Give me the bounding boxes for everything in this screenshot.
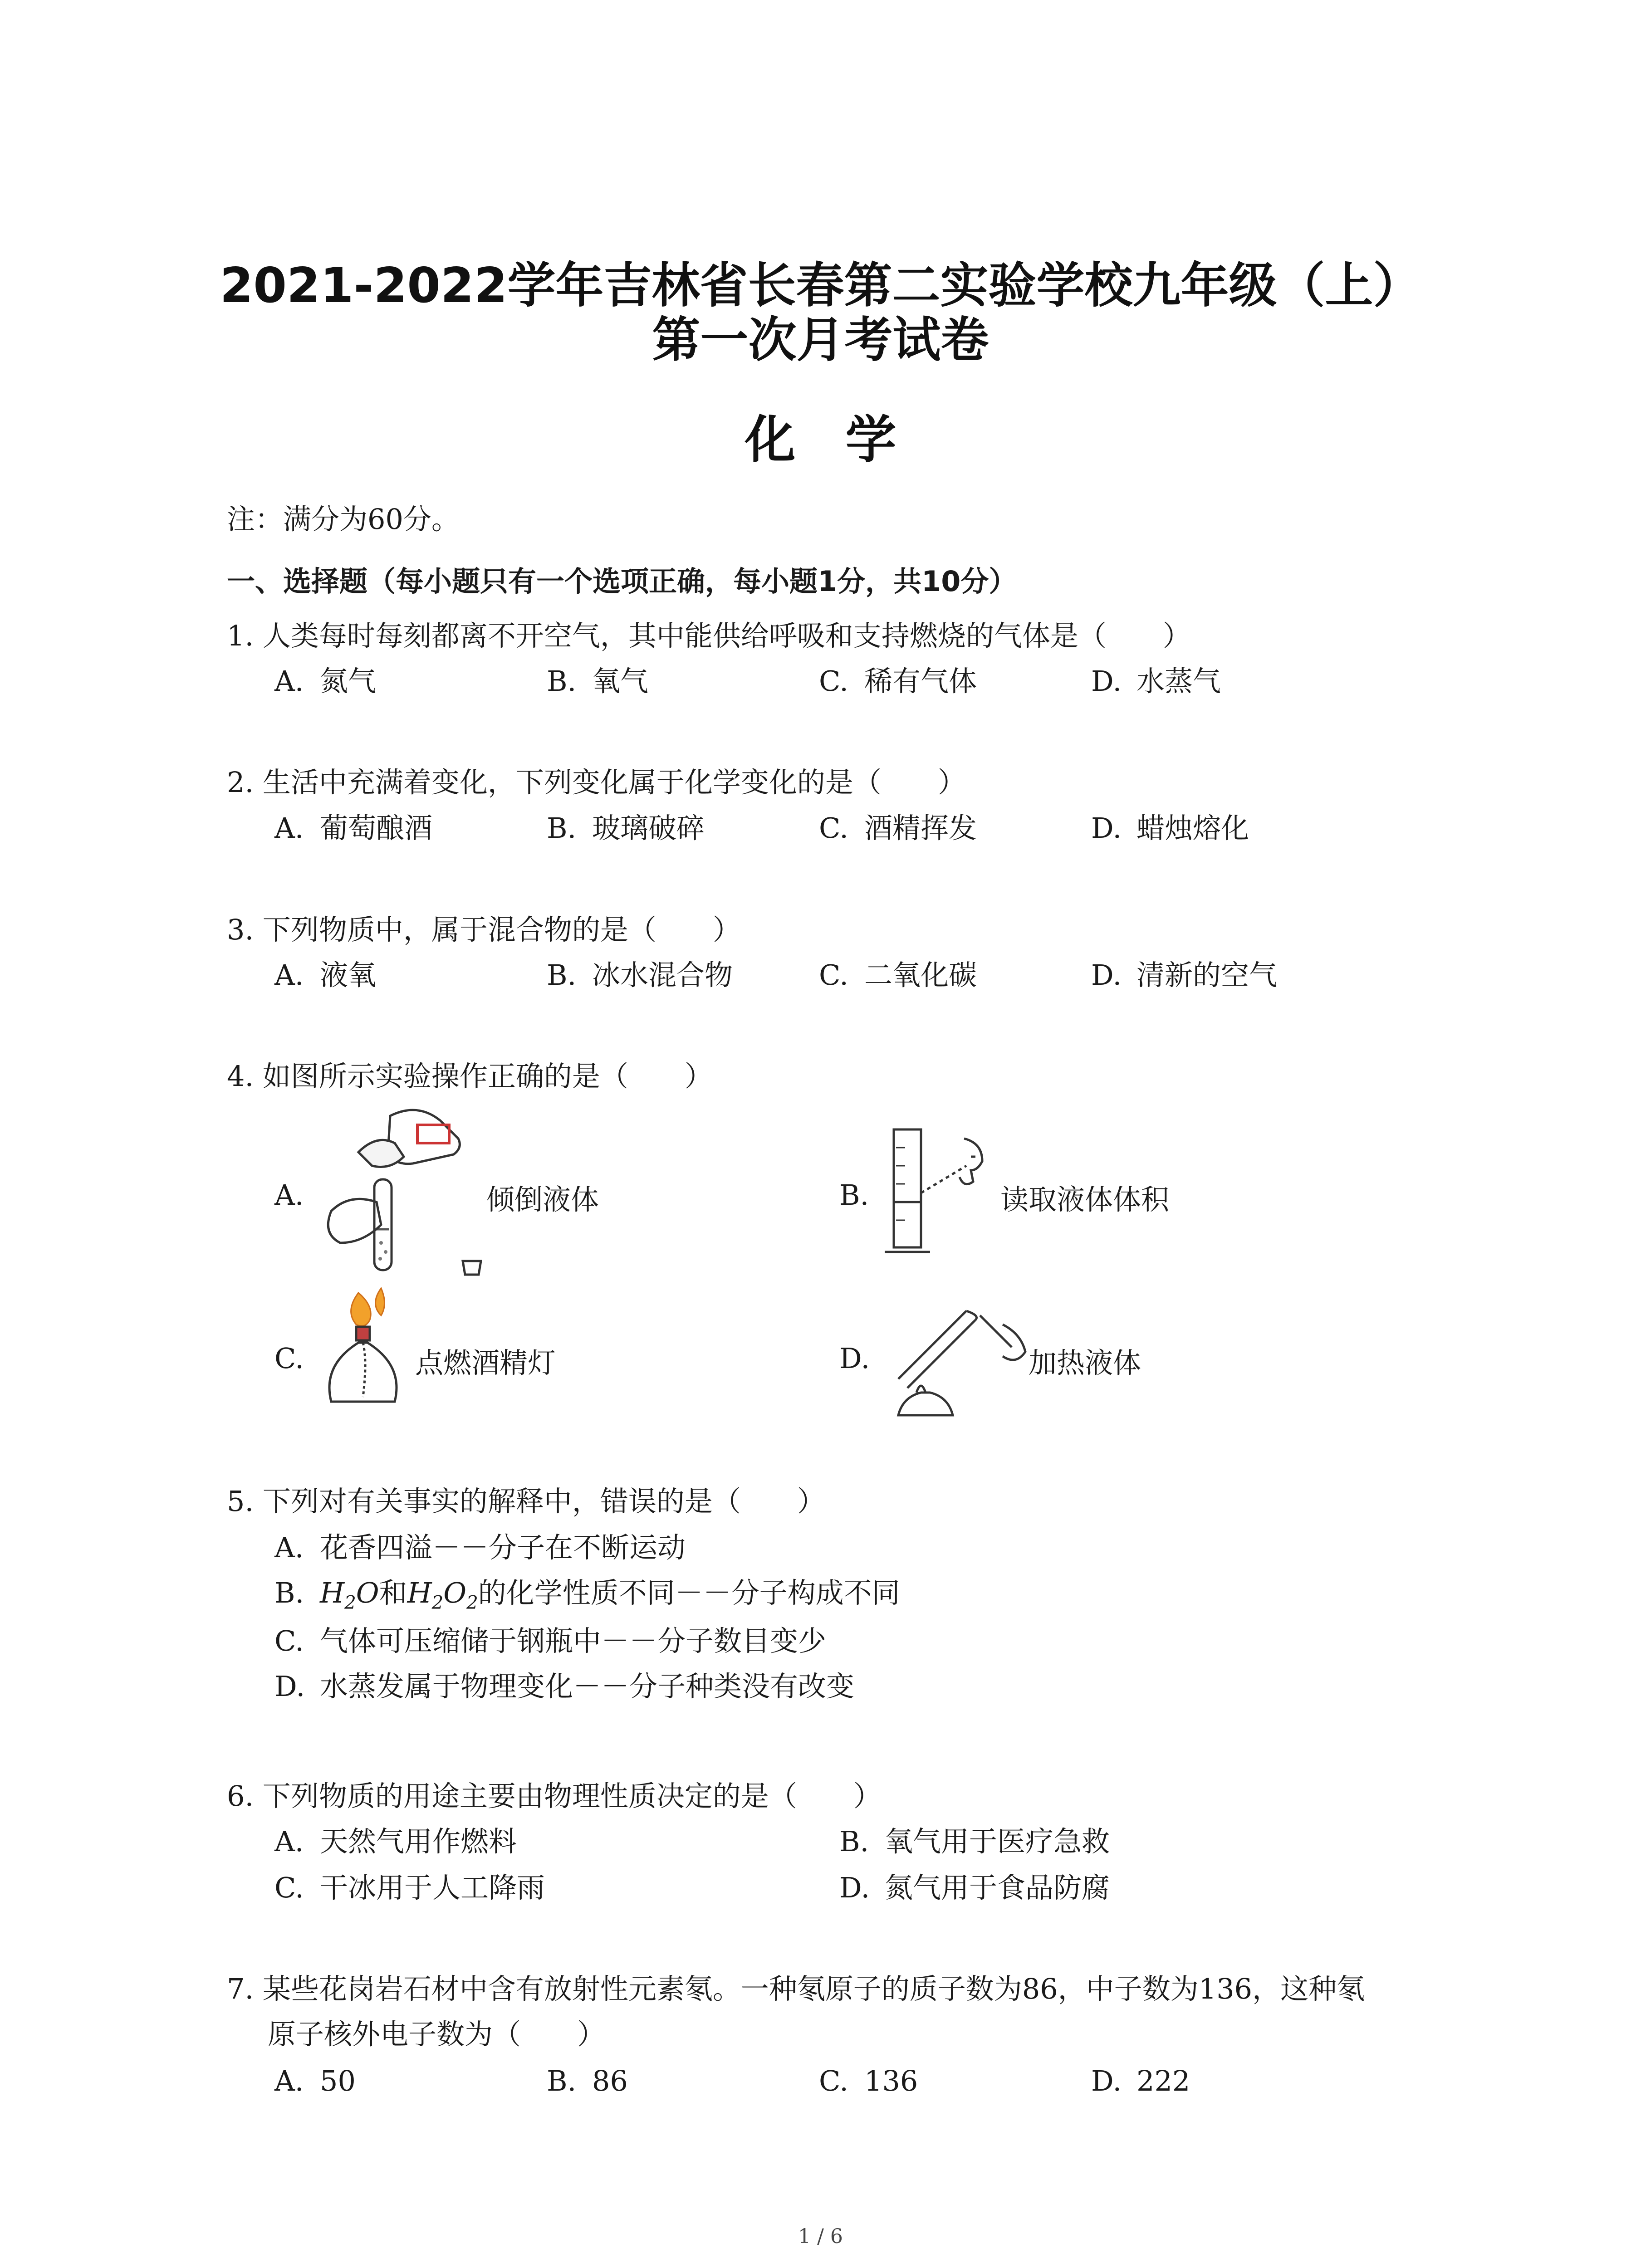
option-key: A. <box>274 958 304 992</box>
option-text: 氧气 <box>592 665 649 698</box>
option-7a <box>274 2063 356 2099</box>
option-key: B. <box>274 1576 304 1609</box>
option-5a <box>274 1530 686 1566</box>
formula-joiner: 和 <box>379 1576 407 1609</box>
option-4a-key: A. <box>274 1178 304 1212</box>
option-key: D. <box>274 1670 305 1703</box>
option-text: 氮气用于食品防腐 <box>885 1871 1110 1904</box>
option-key: B. <box>547 665 577 698</box>
option-text: 玻璃破碎 <box>592 811 705 845</box>
option-7b <box>547 2063 628 2099</box>
option-3d <box>1091 957 1277 993</box>
option-6a <box>274 1823 517 1860</box>
option-text: 花香四溢－－分子在不断运动 <box>320 1531 686 1564</box>
option-4b-caption: 读取液体体积 <box>1000 1183 1170 1216</box>
option-text: 冰水混合物 <box>592 958 733 992</box>
option-key: A. <box>274 1531 304 1564</box>
option-3b <box>547 957 733 993</box>
alcohol-lamp-figure <box>313 1284 426 1420</box>
option-key: D. <box>1091 665 1122 698</box>
option-text: 氧气用于医疗急救 <box>885 1825 1110 1858</box>
question-7-stem-continued: 原子核外电子数为（ ） <box>268 2018 606 2051</box>
option-key: C. <box>819 811 848 845</box>
exam-title-line1: 2021-2022学年吉林省长春第二实验学校九年级（上） <box>220 258 1421 313</box>
option-key: D. <box>1091 811 1122 845</box>
option-2c <box>819 810 977 846</box>
section-heading: 一、选择题（每小题只有一个选项正确，每小题1分，共10分） <box>227 565 1017 598</box>
option-text: 液氧 <box>320 958 377 992</box>
exam-title-line2: 第一次月考试卷 <box>652 312 989 368</box>
formula-h2o: $H_2O$ <box>320 1576 379 1613</box>
option-text: 干冰用于人工降雨 <box>320 1871 545 1904</box>
option-text: 葡萄酿酒 <box>320 811 433 845</box>
option-text: 222 <box>1136 2064 1190 2097</box>
option-key: A. <box>274 811 304 845</box>
option-key: C. <box>819 2064 848 2097</box>
option-text: 酒精挥发 <box>864 811 977 845</box>
option-key: D. <box>1091 2064 1122 2097</box>
option-text: 的化学性质不同－－分子构成不同 <box>478 1576 900 1609</box>
option-text: 清新的空气 <box>1136 958 1278 992</box>
option-text: 蜡烛熔化 <box>1136 811 1249 845</box>
option-text: 50 <box>320 2064 356 2097</box>
option-1a <box>274 663 376 699</box>
question-1-stem: 1. 人类每时每刻都离不开空气，其中能供给呼吸和支持燃烧的气体是（ ） <box>227 619 1191 652</box>
option-key: B. <box>547 958 577 992</box>
option-3c <box>819 957 977 993</box>
option-key: C. <box>819 665 848 698</box>
option-key: B. <box>547 2064 577 2097</box>
option-text: 氮气 <box>320 665 377 698</box>
question-4-stem: 4. 如图所示实验操作正确的是（ ） <box>227 1060 713 1093</box>
formula-h2o2: $H_2O_2$ <box>407 1576 478 1613</box>
pouring-liquid-figure <box>313 1098 513 1297</box>
question-3-stem: 3. 下列物质中，属于混合物的是（ ） <box>227 913 741 946</box>
option-5b <box>274 1575 900 1621</box>
option-2a <box>274 810 432 846</box>
option-6b <box>839 1823 1110 1860</box>
option-key: A. <box>274 1825 304 1858</box>
option-key: D. <box>1091 958 1122 992</box>
option-4d-caption: 加热液体 <box>1029 1346 1141 1379</box>
option-key: C. <box>274 1871 304 1904</box>
option-5d <box>274 1668 854 1705</box>
option-1d <box>1091 663 1221 699</box>
option-6d <box>839 1870 1110 1906</box>
option-4a-caption: 倾倒液体 <box>486 1183 599 1216</box>
option-1b <box>547 663 648 699</box>
option-text: 稀有气体 <box>864 665 977 698</box>
option-2b <box>547 810 705 846</box>
score-note: 注：满分为60分。 <box>227 503 460 536</box>
option-key: D. <box>839 1871 870 1904</box>
option-4c-caption: 点燃酒精灯 <box>415 1346 556 1379</box>
option-text: 水蒸发属于物理变化－－分子种类没有改变 <box>320 1670 855 1703</box>
option-6c <box>274 1870 545 1906</box>
option-key: C. <box>819 958 848 992</box>
option-text: 天然气用作燃料 <box>320 1825 517 1858</box>
option-text: 二氧化碳 <box>864 958 977 992</box>
option-7c <box>819 2063 918 2099</box>
option-4b-key: B. <box>839 1178 869 1212</box>
option-2d <box>1091 810 1249 846</box>
option-key: A. <box>274 665 304 698</box>
graduated-cylinder-figure <box>885 1120 1003 1266</box>
option-text: 136 <box>864 2064 918 2097</box>
option-3a <box>274 957 376 993</box>
page-number: 1 / 6 <box>798 2225 843 2248</box>
option-4d-key: D. <box>839 1342 870 1375</box>
option-text: 水蒸气 <box>1136 665 1221 698</box>
option-7d <box>1091 2063 1190 2099</box>
option-key: B. <box>839 1825 869 1858</box>
heating-liquid-figure <box>889 1297 1043 1429</box>
option-4c-key: C. <box>274 1342 304 1375</box>
question-2-stem: 2. 生活中充满着变化，下列变化属于化学变化的是（ ） <box>227 766 966 799</box>
question-6-stem: 6. 下列物质的用途主要由物理性质决定的是（ ） <box>227 1779 882 1813</box>
option-text: 86 <box>592 2064 628 2097</box>
option-key: C. <box>274 1624 304 1657</box>
option-5c <box>274 1623 826 1659</box>
subject-title: 化学 <box>745 411 946 469</box>
option-1c <box>819 663 977 699</box>
question-7-stem: 7. 某些花岗岩石材中含有放射性元素氡。一种氡原子的质子数为86，中子数为136，这种氡 <box>227 1972 1365 2005</box>
option-key: B. <box>547 811 577 845</box>
option-text: 气体可压缩储于钢瓶中－－分子数目变少 <box>320 1624 827 1657</box>
question-5-stem: 5. 下列对有关事实的解释中，错误的是（ ） <box>227 1485 825 1518</box>
option-key: A. <box>274 2064 304 2097</box>
